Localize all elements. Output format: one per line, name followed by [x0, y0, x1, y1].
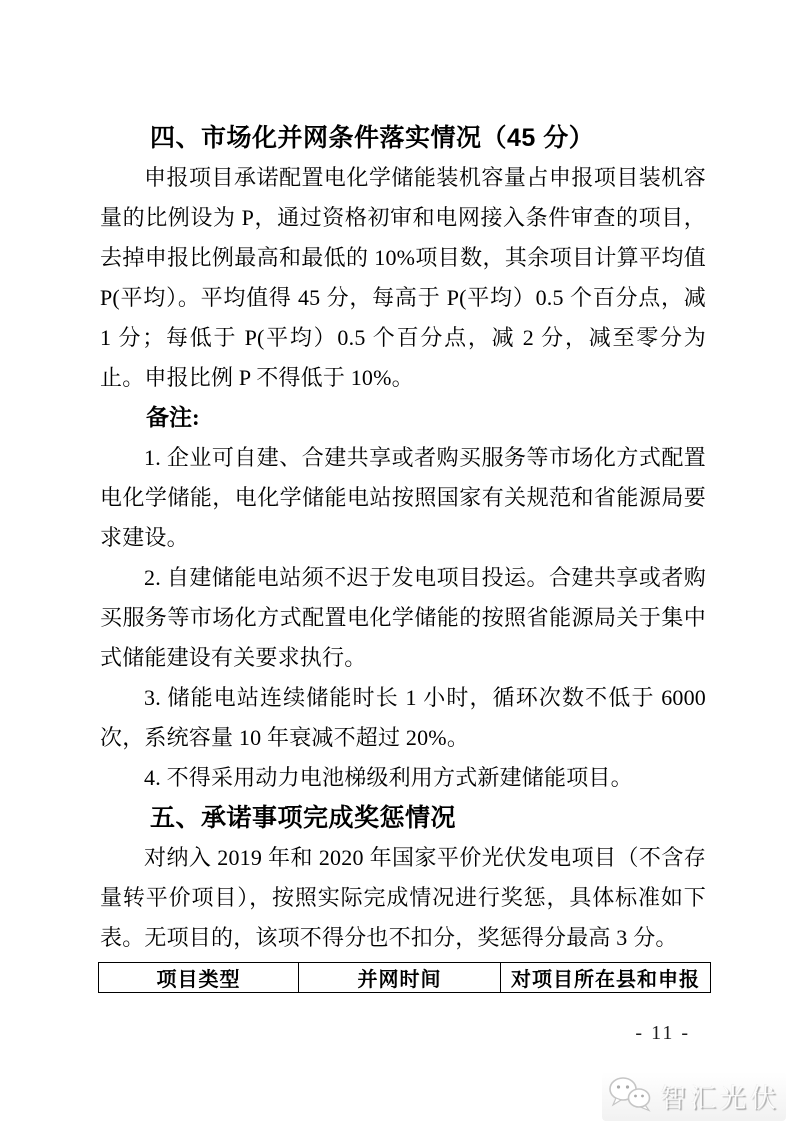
note-item-2: 2. 自建储能电站须不迟于发电项目投运。合建共享或者购买服务等市场化方式配置电化学储能的按照省能源局关于集中式储能建设有关要求执行。: [100, 565, 706, 670]
document-content: [100, 118, 706, 993]
note-item-3: 3. 储能电站连续储能时长 1 小时，循环次数不低于 6000 次，系统容量 10 年衰减不超过 20%。: [100, 685, 706, 750]
paragraph-market-conditions: 申报项目承诺配置电化学储能装机容量占申报项目装机容量的比例设为 P，通过资格初审和电网接入条件审查的项目，去掉申报比例最高和最低的 10%项目数，其余项目计算平均值 P(平均）。平均值得 45 分，每高于 P(平均）0.5 个百分点，减 1 分；每低于 P(平均）0.5 个百分点，减 2 分，减至零分为止。申报比例 P 不得低于 10%。: [100, 165, 706, 390]
section-4-heading: 四、市场化并网条件落实情况（45 分）: [150, 124, 595, 152]
section-5-heading: 五、承诺事项完成奖惩情况: [150, 804, 457, 832]
table-header-project-type: 项目类型: [99, 963, 299, 993]
watermark: [602, 1072, 786, 1121]
page-number: - 11 -: [635, 1022, 690, 1044]
watermark-text: 智汇光伏: [659, 1083, 780, 1113]
table-header-grid-connection-time: 并网时间: [299, 963, 501, 993]
paragraph-reward-punishment: 对纳入 2019 年和 2020 年国家平价光伏发电项目（不含存量转平价项目），按照实际完成情况进行奖惩，具体标准如下表。无项目的，该项不得分也不扣分，奖惩得分最高 3 分。: [100, 845, 706, 950]
notes-label: 备注:: [146, 405, 200, 430]
note-item-4: 4. 不得采用动力电池梯级利用方式新建储能项目。: [144, 765, 633, 790]
note-item-1: 1. 企业可自建、合建共享或者购买服务等市场化方式配置电化学储能，电化学储能电站按照国家有关规范和省能源局要求建设。: [100, 445, 706, 550]
table-header-county-and-application: 对项目所在县和申报: [501, 963, 711, 993]
wechat-icon: [608, 1076, 652, 1117]
reward-table: [98, 962, 711, 993]
table-header-row: [99, 963, 711, 993]
